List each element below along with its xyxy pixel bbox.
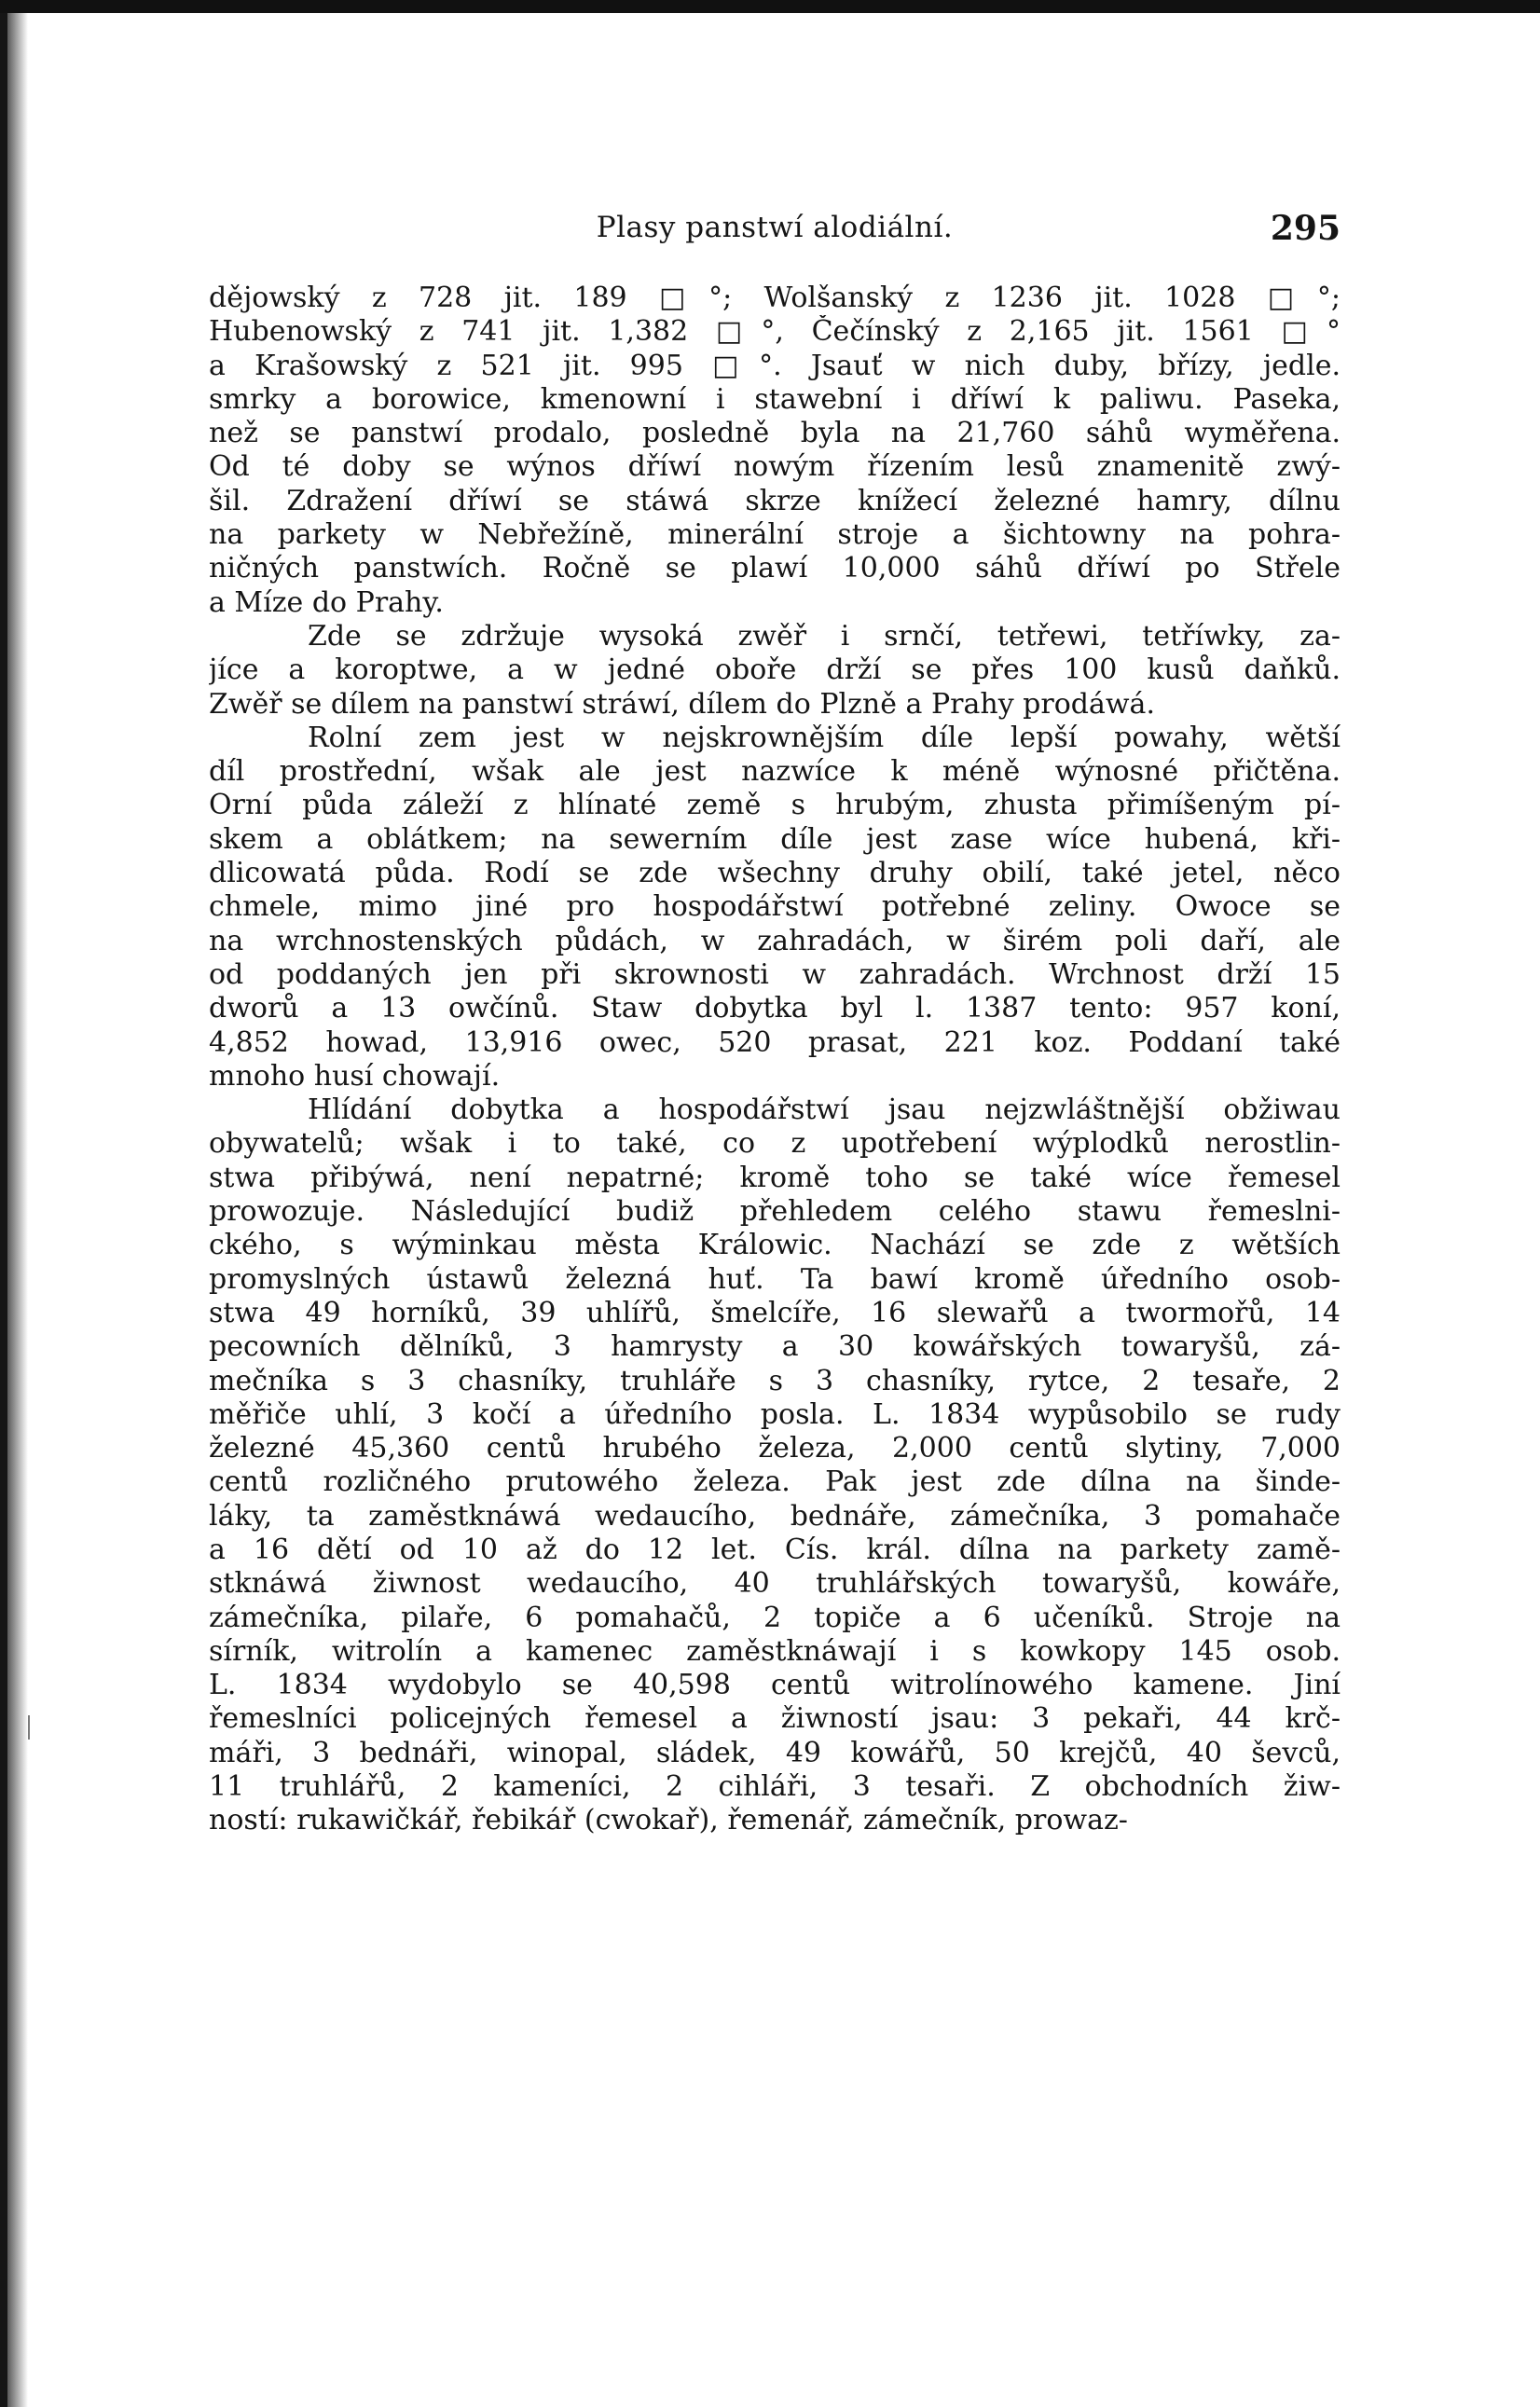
text-line: Orní půda záleží z hlínaté země s hrubým, zhusta přimíšeným pí- bbox=[209, 789, 1341, 822]
text-line: železné 45,360 centů hrubého železa, 2,000 centů slytiny, 7,000 bbox=[209, 1432, 1341, 1465]
text-line: Hubenowský z 741 jit. 1,382 □°, Čečínský z 2,165 jit. 1561 □° bbox=[209, 315, 1341, 349]
text-line: centů rozličného prutowého železa. Pak jest zde dílna na šinde- bbox=[209, 1465, 1341, 1499]
text-line: stknáwá žiwnost wedaucího, 40 truhlářských towaryšů, kowáře, bbox=[209, 1567, 1341, 1601]
text-line: stwa 49 horníků, 39 uhlířů, šmelcíře, 16 slewařů a twormořů, 14 bbox=[209, 1296, 1341, 1329]
text-line: Hlídání dobytka a hospodářstwí jsau nejzwláštnější obžiwau bbox=[308, 1093, 1341, 1127]
text-line: L. 1834 wydobylo se 40,598 centů witrolínowého kamene. Jiní bbox=[209, 1669, 1341, 1702]
text-line: Od té doby se wýnos dříwí nowým řízením lesů znamenitě zwý- bbox=[209, 450, 1341, 484]
running-header bbox=[209, 211, 1341, 248]
binding-shadow bbox=[7, 13, 28, 2407]
text-line: sírník, witrolín a kamenec zaměstknáwají i s kowkopy 145 osob. bbox=[209, 1634, 1341, 1668]
text-line: máři, 3 bednáři, winopal, sládek, 49 kowářů, 50 krejčů, 40 ševců, bbox=[209, 1736, 1341, 1769]
text-line: prowozuje. Následující budiž přehledem celého stawu řemeslni- bbox=[209, 1195, 1341, 1229]
margin-mark bbox=[28, 1715, 30, 1740]
text-line: 4,852 howad, 13,916 owec, 520 prasat, 221 koz. Poddaní také bbox=[209, 1025, 1341, 1059]
page-number: 295 bbox=[1270, 209, 1341, 248]
body-text bbox=[209, 282, 1341, 1838]
text-line: zámečníka, pilaře, 6 pomahačů, 2 topiče a 6 učeníků. Stroje na bbox=[209, 1601, 1341, 1634]
text-line: obywatelů; wšak i to také, co z upotřebení wýplodků nerostlin- bbox=[209, 1127, 1341, 1161]
text-line: díl prostřední, wšak ale jest nazwíce k méně wýnosné přičtěna. bbox=[209, 755, 1341, 789]
page-top-border bbox=[0, 0, 1540, 13]
text-line: mečníka s 3 chasníky, truhláře s 3 chasníky, rytce, 2 tesaře, 2 bbox=[209, 1364, 1341, 1397]
text-line: láky, ta zaměstknáwá wedaucího, bednáře, zámečníka, 3 pomahače bbox=[209, 1499, 1341, 1533]
text-line: ností: rukawičkář, řebikář (cwokař), řemenář, zámečník, prowaz- bbox=[209, 1804, 1128, 1837]
text-line: než se panstwí prodalo, posledně byla na 21,760 sáhů wyměřena. bbox=[209, 417, 1341, 450]
text-line: mnoho husí chowají. bbox=[209, 1059, 501, 1093]
text-line: dworů a 13 owčínů. Staw dobytka byl l. 1387 tento: 957 koní, bbox=[209, 992, 1341, 1025]
text-line: dějowský z 728 jit. 189 □°; Wolšanský z 1236 jit. 1028 □°; bbox=[209, 282, 1341, 314]
text-line: stwa přibýwá, není nepatrné; kromě toho se také wíce řemesel bbox=[209, 1161, 1341, 1194]
text-line: řemeslníci policejných řemesel a žiwností jsau: 3 pekaři, 44 krč- bbox=[209, 1702, 1341, 1736]
running-title: Plasy panstwí alodiální. bbox=[596, 211, 954, 244]
text-line: a 16 dětí od 10 až do 12 let. Cís. král. dílna na parkety zamě- bbox=[209, 1533, 1341, 1566]
text-line: dlicowatá půda. Rodí se zde wšechny druhy obilí, také jetel, něco bbox=[209, 857, 1341, 890]
text-line: skem a oblátkem; na sewerním díle jest zase wíce hubená, kři- bbox=[209, 822, 1341, 856]
text-line: chmele, mimo jiné pro hospodářstwí potřebné zeliny. Owoce se bbox=[209, 890, 1341, 924]
text-line: ckého, s wýminkau města Králowic. Nachází se zde z wětších bbox=[209, 1229, 1341, 1262]
text-line: smrky a borowice, kmenowní i stawební i dříwí k paliwu. Paseka, bbox=[209, 382, 1341, 416]
page-left-edge bbox=[0, 13, 7, 2407]
text-line: Zwěř se dílem na panstwí stráwí, dílem do Plzně a Prahy prodáwá. bbox=[209, 687, 1155, 721]
text-line: na wrchnostenských půdách, w zahradách, w širém poli daří, ale bbox=[209, 924, 1341, 957]
text-line: promyslných ústawů železná huť. Ta bawí kromě úředního osob- bbox=[209, 1262, 1341, 1296]
text-line: a Míze do Prahy. bbox=[209, 585, 444, 619]
text-line: 11 truhlářů, 2 kameníci, 2 cihláři, 3 tesaři. Z obchodních žiw- bbox=[209, 1770, 1341, 1804]
text-line: ničných panstwích. Ročně se plawí 10,000 sáhů dříwí po Střele bbox=[209, 552, 1341, 585]
text-line: měřiče uhlí, 3 kočí a úředního posla. L. 1834 wypůsobilo se rudy bbox=[209, 1397, 1341, 1431]
text-line: Zde se zdržuje wysoká zwěř i srnčí, tetřewi, tetříwky, za- bbox=[308, 619, 1341, 653]
text-line: na parkety w Nebřežíně, minerální stroje a šichtowny na pohra- bbox=[209, 518, 1341, 552]
text-line: od poddaných jen při skrownosti w zahradách. Wrchnost drží 15 bbox=[209, 957, 1341, 991]
text-line: Rolní zem jest w nejskrownějším díle lepší powahy, wětší bbox=[308, 721, 1341, 754]
text-line: jíce a koroptwe, a w jedné oboře drží se přes 100 kusů daňků. bbox=[209, 653, 1341, 687]
text-line: pecowních dělníků, 3 hamrysty a 30 kowářských towaryšů, zá- bbox=[209, 1330, 1341, 1364]
text-line: a Krašowský z 521 jit. 995 □°. Jsauť w nich duby, břízy, jedle. bbox=[209, 349, 1341, 382]
text-line: šil. Zdražení dříwí se stáwá skrze knížecí železné hamry, dílnu bbox=[209, 484, 1341, 517]
